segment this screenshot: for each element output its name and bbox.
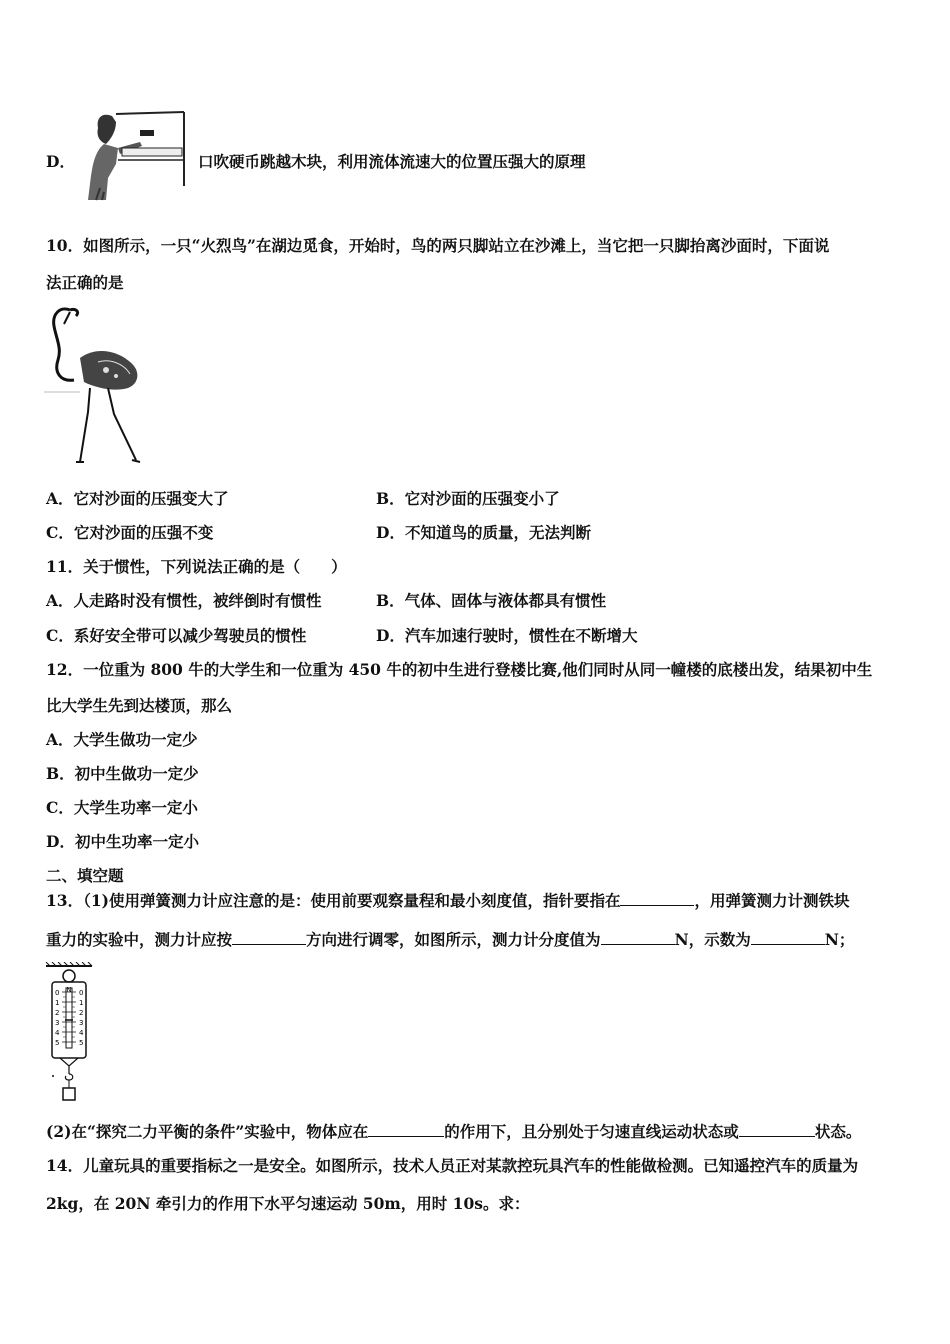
- q10-option-a: A．它对沙面的压强变大了: [46, 489, 229, 508]
- q10-option-b: B．它对沙面的压强变小了: [376, 489, 560, 508]
- q13-line1-part-a: 13．（1)使用弹簧测力计应注意的是：使用前要观察量程和最小刻度值，指针要指在: [46, 891, 621, 910]
- q13-line1-part-b: ，用弹簧测力计测铁块: [694, 891, 850, 910]
- q12-stem-line2: 比大学生先到达楼顶，那么: [46, 696, 233, 715]
- q12-option-a: A．大学生做功一定少: [46, 730, 198, 749]
- right-tick-label: 0: [79, 989, 84, 997]
- answer-blank[interactable]: [751, 930, 825, 945]
- q11-option-d: D．汽车加速行驶时，惯性在不断增大: [376, 626, 638, 645]
- answer-blank[interactable]: [601, 930, 675, 945]
- q11-stem: 11．关于惯性，下列说法正确的是（ ）: [46, 557, 347, 576]
- right-tick-label: 2: [79, 1009, 84, 1017]
- q12-option-c: C．大学生功率一定小: [46, 798, 198, 817]
- q13-part2-a: (2)在“探究二力平衡的条件”实验中，物体应在: [46, 1122, 369, 1141]
- section-heading-fill-in: 二、填空题: [46, 866, 124, 885]
- left-tick-label: 1: [55, 999, 60, 1007]
- right-tick-label: 4: [79, 1029, 84, 1037]
- option-d-top: [46, 152, 75, 172]
- q11-option-a: A．人走路时没有惯性，被绊倒时有惯性: [46, 591, 322, 610]
- coin-blowing-figure: [72, 108, 190, 202]
- q13-line2-part-b: 方向进行调零，如图所示，测力计分度值为: [306, 930, 601, 949]
- q10-stem-line2: 法正确的是: [46, 273, 124, 292]
- q11-option-c: C．系好安全带可以减少驾驶员的惯性: [46, 626, 307, 645]
- left-tick-labels: [55, 989, 60, 1047]
- scale-unit-label: N: [66, 986, 72, 994]
- right-tick-label: 3: [79, 1019, 84, 1027]
- q13-part2-b: 的作用下，且分别处于匀速直线运动状态或: [444, 1122, 739, 1141]
- q13-part2: [46, 1122, 861, 1142]
- q10-option-d: D．不知道鸟的质量，无法判断: [376, 523, 591, 542]
- q14-stem-line1: 14．儿童玩具的重要指标之一是安全。如图所示，技术人员正对某款控玩具汽车的性能做检测。已知遥控汽车的质量为: [46, 1156, 859, 1175]
- left-tick-label: 0: [55, 989, 60, 997]
- q13-line1: [46, 891, 849, 911]
- right-tick-label: 1: [79, 999, 84, 1007]
- left-tick-label: 3: [55, 1019, 60, 1027]
- q13-part2-c: 状态。: [814, 1122, 862, 1141]
- right-tick-label: 5: [79, 1039, 84, 1047]
- q12-option-b: B．初中生做功一定少: [46, 764, 199, 783]
- right-tick-labels: [79, 989, 84, 1047]
- q10-option-c: C．它对沙面的压强不变: [46, 523, 214, 542]
- q10-stem-line1: 10．如图所示，一只“火烈鸟”在湖边觅食，开始时，鸟的两只脚站立在沙滩上，当它把一只脚抬离沙面时，下面说: [46, 236, 830, 255]
- q13-line2-part-d: N；: [824, 930, 855, 949]
- spring-scale-figure: [44, 962, 96, 1106]
- left-tick-label: 5: [55, 1039, 60, 1047]
- q13-line2-part-c: N，示数为: [674, 930, 751, 949]
- option-d-label: D．: [46, 152, 75, 171]
- answer-blank[interactable]: [368, 1122, 444, 1137]
- flamingo-figure: [40, 302, 146, 466]
- answer-blank[interactable]: [232, 930, 306, 945]
- left-tick-label: 2: [55, 1009, 60, 1017]
- q13-line2: [46, 930, 854, 950]
- q11-option-b: B．气体、固体与液体都具有惯性: [376, 591, 607, 610]
- q14-stem-line2: 2kg，在 20N 牵引力的作用下水平匀速运动 50m，用时 10s。求：: [46, 1194, 530, 1213]
- answer-blank[interactable]: [620, 891, 694, 906]
- q12-stem-line1: 12．一位重为 800 牛的大学生和一位重为 450 牛的初中生进行登楼比赛,他们同时从同一幢楼的底楼出发，结果初中生: [46, 660, 873, 679]
- answer-blank[interactable]: [739, 1122, 815, 1137]
- q13-line2-part-a: 重力的实验中，测力计应按: [46, 930, 233, 949]
- left-tick-label: 4: [55, 1029, 60, 1037]
- q12-option-d: D．初中生功率一定小: [46, 832, 199, 851]
- option-d-text: 口吹硬币跳越木块，利用流体流速大的位置压强大的原理: [198, 152, 586, 171]
